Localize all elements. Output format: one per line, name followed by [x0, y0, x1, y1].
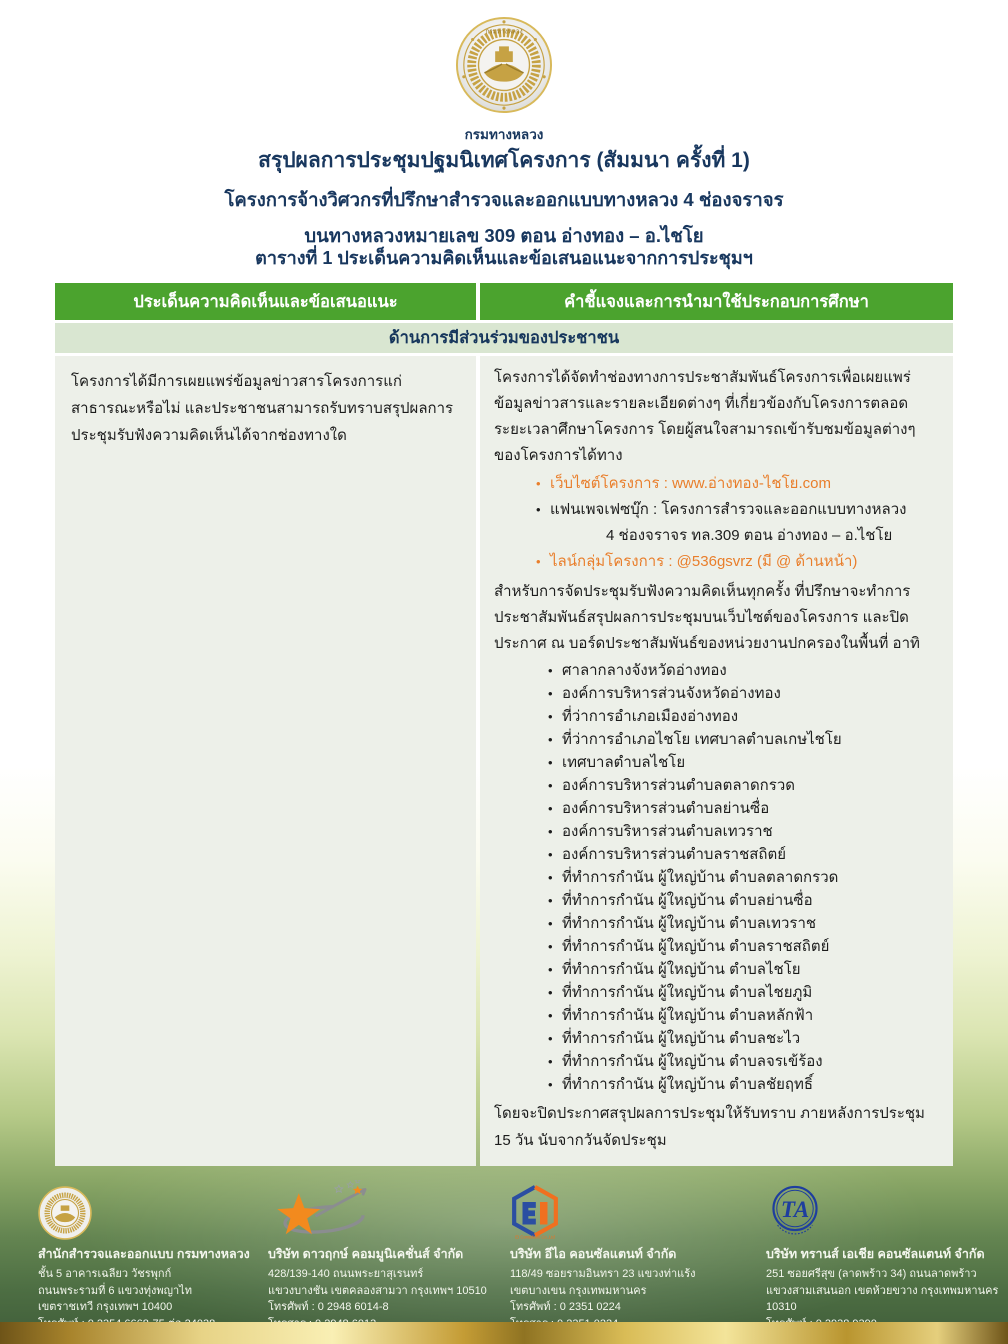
- document-header: [0, 16, 1008, 145]
- bullet-text: องค์การบริหารส่วนตำบลย่านซื่อ: [562, 800, 770, 817]
- ei-logo-box: [510, 1178, 760, 1240]
- bullet-text: ที่ทำการกำนัน ผู้ใหญ่บ้าน ตำบลชัยฤทธิ์: [562, 1076, 814, 1093]
- page-subtitle-1: โครงการจ้างวิศวกรที่ปรึกษาสำรวจและออกแบบทางหลวง 4 ช่องจราจร: [224, 189, 784, 210]
- table-header-row: [55, 283, 953, 320]
- bullet-text: เทศบาลตำบลไชโย: [562, 754, 686, 771]
- bullet-text: ที่ทำการกำนัน ผู้ใหญ่บ้าน ตำบลราชสถิตย์: [562, 938, 830, 955]
- location-item: [494, 774, 939, 797]
- location-item: [494, 1073, 939, 1096]
- bullet-text: ที่ทำการกำนัน ผู้ใหญ่บ้าน ตำบลหลักฟ้า: [562, 1007, 814, 1024]
- bullet-text: ที่ทำการกำนัน ผู้ใหญ่บ้าน ตำบลตลาดกรวด: [562, 869, 839, 886]
- trans-asia-icon: [766, 1182, 824, 1240]
- bullet-text: ไลน์กลุ่มโครงการ : @536gsvrz (มี @ ด้านหน้า): [550, 553, 858, 570]
- location-item: [494, 843, 939, 866]
- column-header-clarification: คำชี้แจงและการนำมาใช้ประกอบการศึกษา: [480, 283, 953, 320]
- answer-para2: สำหรับการจัดประชุมรับฟังความคิดเห็นทุกครั้ง ที่ปรึกษาจะทำการประชาสัมพันธ์สรุปผลการประชุมบนเว็บไซต์ของโครงการ และปิดประกาศ ณ บอร์ดประชาสัมพันธ์ของหน่วยงานปกครองในพื้นที่ อาทิ: [494, 583, 920, 652]
- seal-top-text: กรมทางหลวง: [485, 28, 523, 36]
- channel-item: [494, 497, 939, 523]
- location-item: [494, 1004, 939, 1027]
- bullet-text: ที่ทำการกำนัน ผู้ใหญ่บ้าน ตำบลเทวราช: [562, 915, 817, 932]
- org-address-line: 118/49 ซอยรามอินทรา 23 แขวงท่าแร้ง: [510, 1268, 696, 1280]
- bullet-text: แฟนเพจเฟซบุ๊ก : โครงการสำรวจและออกแบบทางหลวง: [550, 501, 907, 518]
- bullet-text: องค์การบริหารส่วนตำบลตลาดกรวด: [562, 777, 795, 794]
- daoruek-logo-box: [268, 1178, 498, 1240]
- bullet-text: ที่ทำการกำนัน ผู้ใหญ่บ้าน ตำบลจรเข้ร้อง: [562, 1053, 823, 1070]
- bullet-text: ที่ว่าการอำเภอไชโย เทศบาลตำบลเกษไชโย: [562, 731, 842, 748]
- doh-footer-logo-box: [38, 1178, 238, 1240]
- bullet-text: ที่ทำการกำนัน ผู้ใหญ่บ้าน ตำบลชะไว: [562, 1030, 801, 1047]
- location-item: [494, 958, 939, 981]
- location-item: [494, 1050, 939, 1073]
- table-row: [55, 356, 953, 1166]
- org-address-line: เขตราชเทวี กรุงเทพฯ 10400: [38, 1301, 173, 1313]
- bullet-text: องค์การบริหารส่วนตำบลเทวราช: [562, 823, 773, 840]
- location-item: [494, 705, 939, 728]
- location-item: [494, 797, 939, 820]
- org-name: สำนักสำรวจและออกแบบ กรมทางหลวง: [38, 1247, 250, 1261]
- location-item: [494, 659, 939, 682]
- doh-seal-icon: [38, 1186, 92, 1240]
- bullet-text: เว็บไซต์โครงการ : www.อ่างทอง-ไชโย.com: [550, 475, 831, 492]
- channels-list: [494, 471, 939, 575]
- bullet-icon: •: [548, 1054, 553, 1069]
- location-item: [494, 751, 939, 774]
- bullet-icon: •: [536, 554, 541, 569]
- bullet-text: องค์การบริหารส่วนจังหวัดอ่างทอง: [562, 685, 781, 702]
- location-item: [494, 866, 939, 889]
- bullet-icon: •: [536, 476, 541, 491]
- bullet-icon: •: [548, 916, 553, 931]
- org-address-line: เขตบางเขน กรุงเทพมหานคร: [510, 1284, 647, 1297]
- bullet-icon: •: [548, 778, 553, 793]
- gold-accent-bar: [0, 1322, 1008, 1344]
- bullet-icon: •: [548, 801, 553, 816]
- page-title: สรุปผลการประชุมปฐมนิเทศโครงการ (สัมมนา ครั้งที่ 1): [258, 149, 750, 172]
- bullet-icon: •: [548, 1008, 553, 1023]
- bullet-text: ที่ว่าการอำเภอเมืองอ่างทอง: [562, 708, 739, 725]
- org-address-line: 251 ซอยศรีสุข (ลาดพร้าว 34) ถนนลาดพร้าว: [766, 1268, 977, 1280]
- bullet-icon: •: [536, 502, 541, 517]
- org-address-line: ชั้น 5 อาคารเฉลียว วัชรพุกก์: [38, 1268, 172, 1280]
- bullet-icon: •: [548, 893, 553, 908]
- agency-label: กรมทางหลวง: [464, 127, 544, 142]
- location-item: [494, 1027, 939, 1050]
- trans-asia-logo-box: [766, 1178, 1008, 1240]
- bullet-icon: •: [548, 985, 553, 1000]
- location-item: [494, 935, 939, 958]
- bullet-icon: •: [548, 824, 553, 839]
- channel-item: [494, 549, 939, 575]
- trans-asia-monogram: TA: [780, 1196, 810, 1223]
- location-item: [494, 682, 939, 705]
- org-address-line: ถนนพระรามที่ 6 แขวงทุ่งพญาไท: [38, 1284, 192, 1297]
- bullet-text: ที่ทำการกำนัน ผู้ใหญ่บ้าน ตำบลไชยภูมิ: [562, 984, 813, 1001]
- bullet-icon: •: [548, 939, 553, 954]
- title-block: [0, 144, 1008, 258]
- ei-hexagon-icon: [510, 1184, 560, 1240]
- ei-logo-caption: EI Consultant Co.,Ltd: [515, 1234, 555, 1240]
- column-header-issues: ประเด็นความคิดเห็นและข้อเสนอแนะ: [55, 283, 476, 320]
- location-item: [494, 820, 939, 843]
- bullet-icon: •: [548, 847, 553, 862]
- org-name: บริษัท ทรานส์ เอเชีย คอนซัลแตนท์ จำกัด: [766, 1247, 985, 1261]
- locations-list: [494, 659, 939, 1096]
- org-address-line: 428/139-140 ถนนพระยาสุเรนทร์: [268, 1268, 424, 1280]
- star-swoosh-icon: [268, 1180, 380, 1240]
- bullet-icon: •: [548, 870, 553, 885]
- bullet-icon: •: [548, 663, 553, 678]
- org-name: บริษัท ดาวฤกษ์ คอมมูนิเคชั่นส์ จำกัด: [268, 1247, 464, 1261]
- answer-cell: [480, 356, 953, 1166]
- org-address-line: แขวงบางชัน เขตคลองสามวา กรุงเทพฯ 10510: [268, 1284, 487, 1297]
- page-subtitle-2: บนทางหลวงหมายเลข 309 ตอน อ่างทอง – อ.ไชโย: [304, 225, 704, 246]
- org-address-line: โทรศัพท์ : 0 2948 6014-8: [268, 1301, 389, 1313]
- bullet-icon: •: [548, 1031, 553, 1046]
- bullet-icon: •: [548, 732, 553, 747]
- question-cell: โครงการได้มีการเผยแพร่ข้อมูลข่าวสารโครงการแก่สาธารณะหรือไม่ และประชาชนสามารถรับทราบสรุปผลการประชุมรับฟังความคิดเห็นได้จากช่องทางใด: [55, 356, 476, 1166]
- section-header-public-participation: ด้านการมีส่วนร่วมของประชาชน: [55, 323, 953, 353]
- bullet-text: องค์การบริหารส่วนตำบลราชสถิตย์: [562, 846, 787, 863]
- answer-intro: โครงการได้จัดทำช่องทางการประชาสัมพันธ์โครงการเพื่อเผยแพร่ข้อมูลข่าวสารและรายละเอียดต่างๆ ที่เกี่ยวข้องกับโครงการตลอดระยะเวลาศึกษาโครงการ โดยผู้สนใจสามารถเข้ารับชมข้อมูลต่างๆ ของโครงการได้ทาง: [494, 369, 916, 464]
- location-item: [494, 728, 939, 751]
- footer-column-ei: [498, 1178, 760, 1344]
- footer-column-doh: [0, 1178, 250, 1344]
- bullet-icon: •: [548, 755, 553, 770]
- bullet-icon: •: [548, 1077, 553, 1092]
- bullet-icon: •: [548, 686, 553, 701]
- closing-note: โดยจะปิดประกาศสรุปผลการประชุมให้รับทราบ ภายหลังการประชุม 15 วัน นับจากวันจัดประชุม: [494, 1105, 925, 1149]
- location-item: [494, 981, 939, 1004]
- bullet-icon: •: [548, 709, 553, 724]
- org-address-line: โทรศัพท์ : 0 2351 0224: [510, 1301, 621, 1313]
- bullet-icon: •: [548, 962, 553, 977]
- channel-item-continuation: 4 ช่องจราจร ทล.309 ตอน อ่างทอง – อ.ไชโย: [606, 527, 893, 544]
- org-name: บริษัท อีไอ คอนซัลแตนท์ จำกัด: [510, 1247, 677, 1261]
- bullet-text: ที่ทำการกำนัน ผู้ใหญ่บ้าน ตำบลไชโย: [562, 961, 801, 978]
- bullet-text: ที่ทำการกำนัน ผู้ใหญ่บ้าน ตำบลย่านซื่อ: [562, 892, 813, 909]
- org-address-line: แขวงสามเสนนอก เขตห้วยขวาง กรุงเทพมหานคร 10310: [766, 1284, 999, 1313]
- table-caption: ตารางที่ 1 ประเด็นความคิดเห็นและข้อเสนอแนะจากการประชุมฯ: [255, 248, 753, 268]
- footer-column-daoruek: [238, 1178, 498, 1344]
- bullet-text: ศาลากลางจังหวัดอ่างทอง: [562, 662, 727, 679]
- location-item: [494, 889, 939, 912]
- results-table: [55, 283, 953, 1166]
- footer-column-trans-asia: [760, 1178, 1008, 1344]
- doh-seal-icon: [455, 16, 553, 114]
- location-item: [494, 912, 939, 935]
- channel-item: [494, 471, 939, 497]
- footer: [0, 1178, 1008, 1344]
